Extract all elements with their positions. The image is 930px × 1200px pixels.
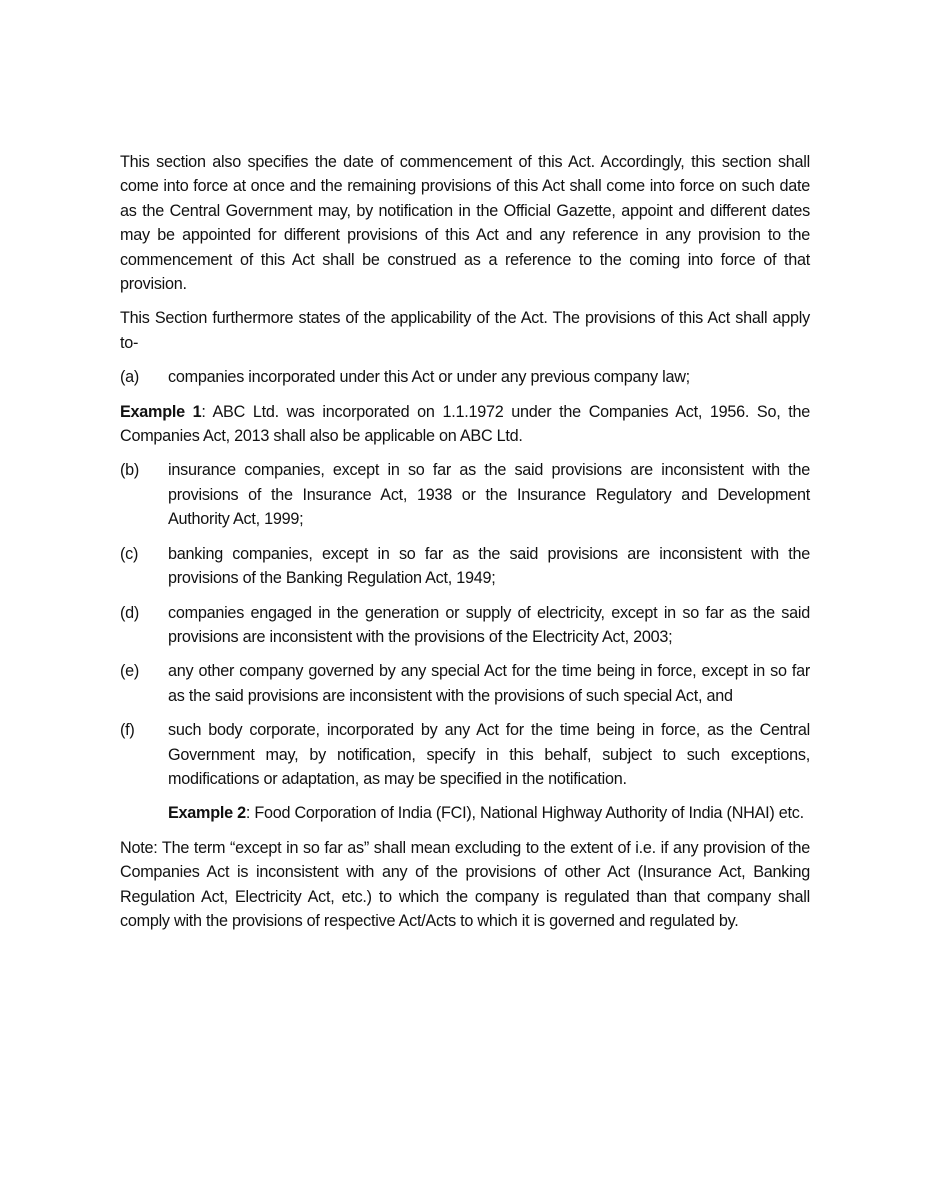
list-item-c [120,542,810,591]
item-label: (d) [120,603,140,622]
list-item-d [120,601,810,650]
item-text: such body corporate, incorporated by any Act for the time being in force, as the Central Government may, by notification, specify in this behalf, subject to such exceptions, modifications or adaptation, as may be specified in the notification. [168,721,810,788]
item-text: banking companies, except in so far as the said provisions are inconsistent with the provisions of the Banking Regulation Act, 1949; [168,544,810,588]
example-2-text: : Food Corporation of India (FCI), National Highway Authority of India (NHAI) etc. [245,804,804,823]
item-label: (f) [120,721,135,740]
intro-paragraph: This section also specifies the date of commencement of this Act. Accordingly, this section shall come into force at once and the remaining provisions of this Act shall come into force on such date as the Central Government may, by notification in the Official Gazette, appoint and different dates may be appointed for different provisions of this Act and any reference in any provision to the commencement of this Act shall be construed as a reference to the coming into force of that provision. [120,153,810,294]
list-item-a [120,365,810,389]
item-text: companies incorporated under this Act or under any previous company law; [168,368,690,387]
list-item-b [120,458,810,531]
document-page [120,150,810,943]
applicability-paragraph: This Section furthermore states of the applicability of the Act. The provisions of this Act shall apply to- [120,309,810,352]
note-paragraph: Note: The term “except in so far as” shall mean excluding to the extent of i.e. if any provision of the Companies Act is inconsistent with any of the provisions of other Act (Insurance Act, Banking Regulation Act, Electricity Act, etc.) to which the company is regulated than that company shall comply with the provisions of respective Act/Acts to which it is governed and regulated by. [120,838,810,930]
example-1 [120,400,810,449]
item-label: (a) [120,368,140,387]
list-item-e [120,659,810,708]
item-text: any other company governed by any special Act for the time being in force, except in so far as the said provisions are inconsistent with the provisions of such special Act, and [168,662,810,705]
item-label: (e) [120,662,140,681]
item-text: insurance companies, except in so far as the said provisions are inconsistent with the provisions of the Insurance Act, 1938 or the Insurance Regulatory and Development Authority Act, 1999; [168,461,810,529]
example-2-label: Example 2 [168,804,246,823]
example-1-text: : ABC Ltd. was incorporated on 1.1.1972 under the Companies Act, 1956. So, the Companies Act, 2013 shall also be applicable on ABC Ltd. [120,402,810,446]
list-item-f [120,718,810,791]
item-text: companies engaged in the generation or supply of electricity, except in so far as the said provisions are inconsistent with the provisions of the Electricity Act, 2003; [168,603,810,646]
example-2 [168,801,810,825]
item-label: (b) [120,461,140,480]
example-1-label: Example 1 [120,402,202,421]
item-label: (c) [120,544,139,563]
